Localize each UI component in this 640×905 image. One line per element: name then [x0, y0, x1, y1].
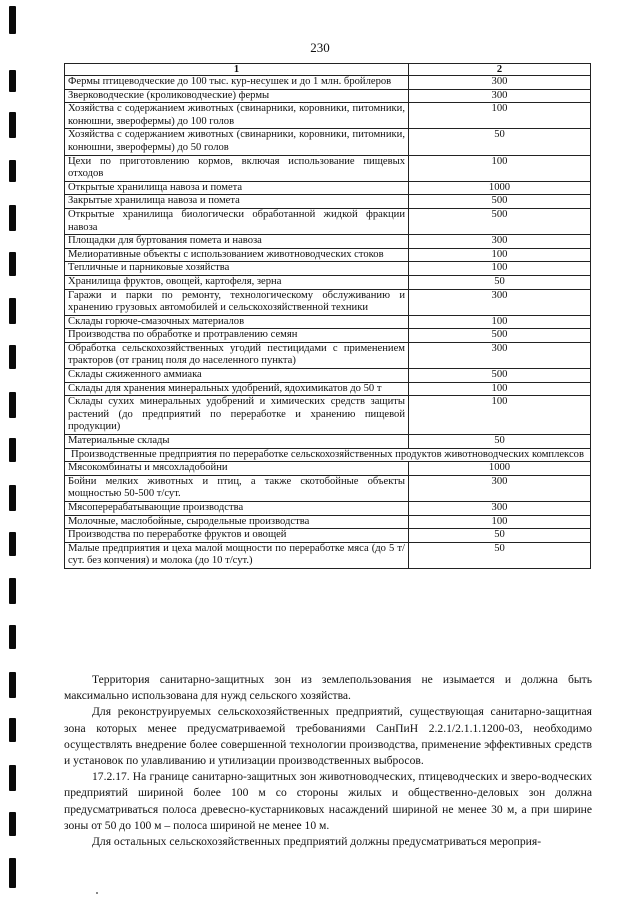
zone-width: 100 [409, 382, 591, 396]
facility-name: Хранилища фруктов, овощей, картофеля, зерна [65, 275, 409, 289]
paragraph: Территория санитарно-защитных зон из землепользования не изымается и должна быть максимально использована для нужд сельского хозяйства. [64, 673, 592, 703]
column-header: 1 [65, 64, 409, 76]
zone-width: 100 [409, 262, 591, 276]
zone-width: 1000 [409, 181, 591, 195]
table-row [65, 76, 591, 90]
table-row [65, 529, 591, 543]
facility-name: Склады для хранения минеральных удобрений, ядохимикатов до 50 т [65, 382, 409, 396]
table-row [65, 329, 591, 343]
zone-width: 300 [409, 89, 591, 103]
table-row [65, 289, 591, 315]
table-row [65, 369, 591, 383]
facility-name: Хозяйства с содержанием животных (свинарники, коровники, питомники, конюшни, зверофермы) до 100 голов [65, 103, 409, 129]
paragraph: Для реконструируемых сельскохозяйственных предприятий, существующая санитарно-защитная зона которых менее предусматриваемой требованиями СанПиН 2.2.1/2.1.1.1200-03, необходимо осуществлять внедрение более совершенной технологии производства, применение эффективных средств и установок по улавливанию и утилизации производственных выбросов. [64, 705, 592, 768]
section-row [65, 448, 591, 462]
zone-width: 300 [409, 475, 591, 501]
table-row [65, 542, 591, 568]
table-header-row [65, 64, 591, 76]
zone-width: 100 [409, 515, 591, 529]
facility-name: Производства по переработке фруктов и овощей [65, 529, 409, 543]
binding-edge [6, 0, 20, 905]
facility-name: Цехи по приготовлению кормов, включая использование пищевых отходов [65, 155, 409, 181]
scan-speck [96, 892, 98, 894]
facility-name: Производства по обработке и протравлению семян [65, 329, 409, 343]
zone-width: 50 [409, 129, 591, 155]
facility-name: Обработка сельскохозяйственных угодий пестицидами с применением тракторов (от границ поля до населенного пункта) [65, 342, 409, 368]
facility-name: Материальные склады [65, 435, 409, 449]
zone-width: 50 [409, 275, 591, 289]
zone-width: 300 [409, 289, 591, 315]
facility-name: Хозяйства с содержанием животных (свинарники, коровники, питомники, конюшни, зверофермы) до 50 голов [65, 129, 409, 155]
table-row [65, 129, 591, 155]
facility-name: Мясоперерабатывающие производства [65, 502, 409, 516]
zone-width: 500 [409, 369, 591, 383]
zone-width: 300 [409, 235, 591, 249]
table-row [65, 382, 591, 396]
body-text [64, 672, 592, 850]
facility-name: Закрытые хранилища навоза и помета [65, 195, 409, 209]
zone-width: 100 [409, 155, 591, 181]
facility-name: Бойни мелких животных и птиц, а также скотобойные объекты мощностью 50-500 т/сут. [65, 475, 409, 501]
table-row [65, 181, 591, 195]
table-row [65, 235, 591, 249]
facility-name: Склады сжиженного аммиака [65, 369, 409, 383]
zone-width: 100 [409, 315, 591, 329]
zone-width: 500 [409, 208, 591, 234]
zone-width: 300 [409, 76, 591, 90]
table-row [65, 248, 591, 262]
table-body [65, 76, 591, 449]
facility-name: Склады горюче-смазочных материалов [65, 315, 409, 329]
facility-name: Площадки для буртования помета и навоза [65, 235, 409, 249]
facility-name: Открытые хранилища биологически обработанной жидкой фракции навоза [65, 208, 409, 234]
table-row [65, 396, 591, 435]
table-row [65, 195, 591, 209]
table-row [65, 515, 591, 529]
facility-name: Склады сухих минеральных удобрений и химических средств защиты растений (до предприятий по переработке и хранению пищевой продукции) [65, 396, 409, 435]
table-row [65, 262, 591, 276]
table-row [65, 89, 591, 103]
table-row [65, 208, 591, 234]
zone-width: 100 [409, 103, 591, 129]
facility-name: Мелиоративные объекты с использованием животноводческих стоков [65, 248, 409, 262]
table-row [65, 103, 591, 129]
table-body [65, 462, 591, 569]
zone-width: 500 [409, 195, 591, 209]
facility-name: Молочные, маслобойные, сыродельные производства [65, 515, 409, 529]
zone-width: 100 [409, 248, 591, 262]
table-row [65, 435, 591, 449]
zone-width: 50 [409, 542, 591, 568]
column-header: 2 [409, 64, 591, 76]
zone-width: 300 [409, 502, 591, 516]
table-row [65, 475, 591, 501]
section-title: Производственные предприятия по переработке сельскохозяйственных продуктов животноводческих комплексов [65, 448, 591, 462]
table-row [65, 502, 591, 516]
facility-name: Зверководческие (кролиководческие) фермы [65, 89, 409, 103]
sanitary-zone-table [64, 63, 591, 569]
facility-name: Мясокомбинаты и мясохладобойни [65, 462, 409, 476]
table-row [65, 462, 591, 476]
zone-width: 300 [409, 342, 591, 368]
zone-width: 500 [409, 329, 591, 343]
facility-name: Открытые хранилища навоза и помета [65, 181, 409, 195]
facility-name: Гаражи и парки по ремонту, технологическому обслуживанию и хранению грузовых автомобилей и сельскохозяйственной техники [65, 289, 409, 315]
facility-name: Фермы птицеводческие до 100 тыс. кур-несушек и до 1 млн. бройлеров [65, 76, 409, 90]
table-row [65, 155, 591, 181]
paragraph: Для остальных сельскохозяйственных предприятий должны предусматриваться мероприя- [92, 835, 542, 849]
table-row [65, 315, 591, 329]
facility-name: Малые предприятия и цеха малой мощности по переработке мяса (до 5 т/сут. без копчения) и молока (до 10 т/сут.) [65, 542, 409, 568]
zone-width: 50 [409, 529, 591, 543]
table-row [65, 275, 591, 289]
page-number: 230 [310, 40, 330, 55]
table-row [65, 342, 591, 368]
zone-width: 100 [409, 396, 591, 435]
zone-width: 50 [409, 435, 591, 449]
paragraph: 17.2.17. На границе санитарно-защитных зон животноводческих, птицеводческих и зверо-водческих предприятий шириной более 100 м со стороны жилых и общественно-деловых зон должна предусматриваться полоса древесно-кустарниковых насаждений шириной не менее 30 м, а при ширине зоны от 50 до 100 м – полоса шириной не менее 10 м. [64, 770, 592, 832]
zone-width: 1000 [409, 462, 591, 476]
facility-name: Тепличные и парниковые хозяйства [65, 262, 409, 276]
